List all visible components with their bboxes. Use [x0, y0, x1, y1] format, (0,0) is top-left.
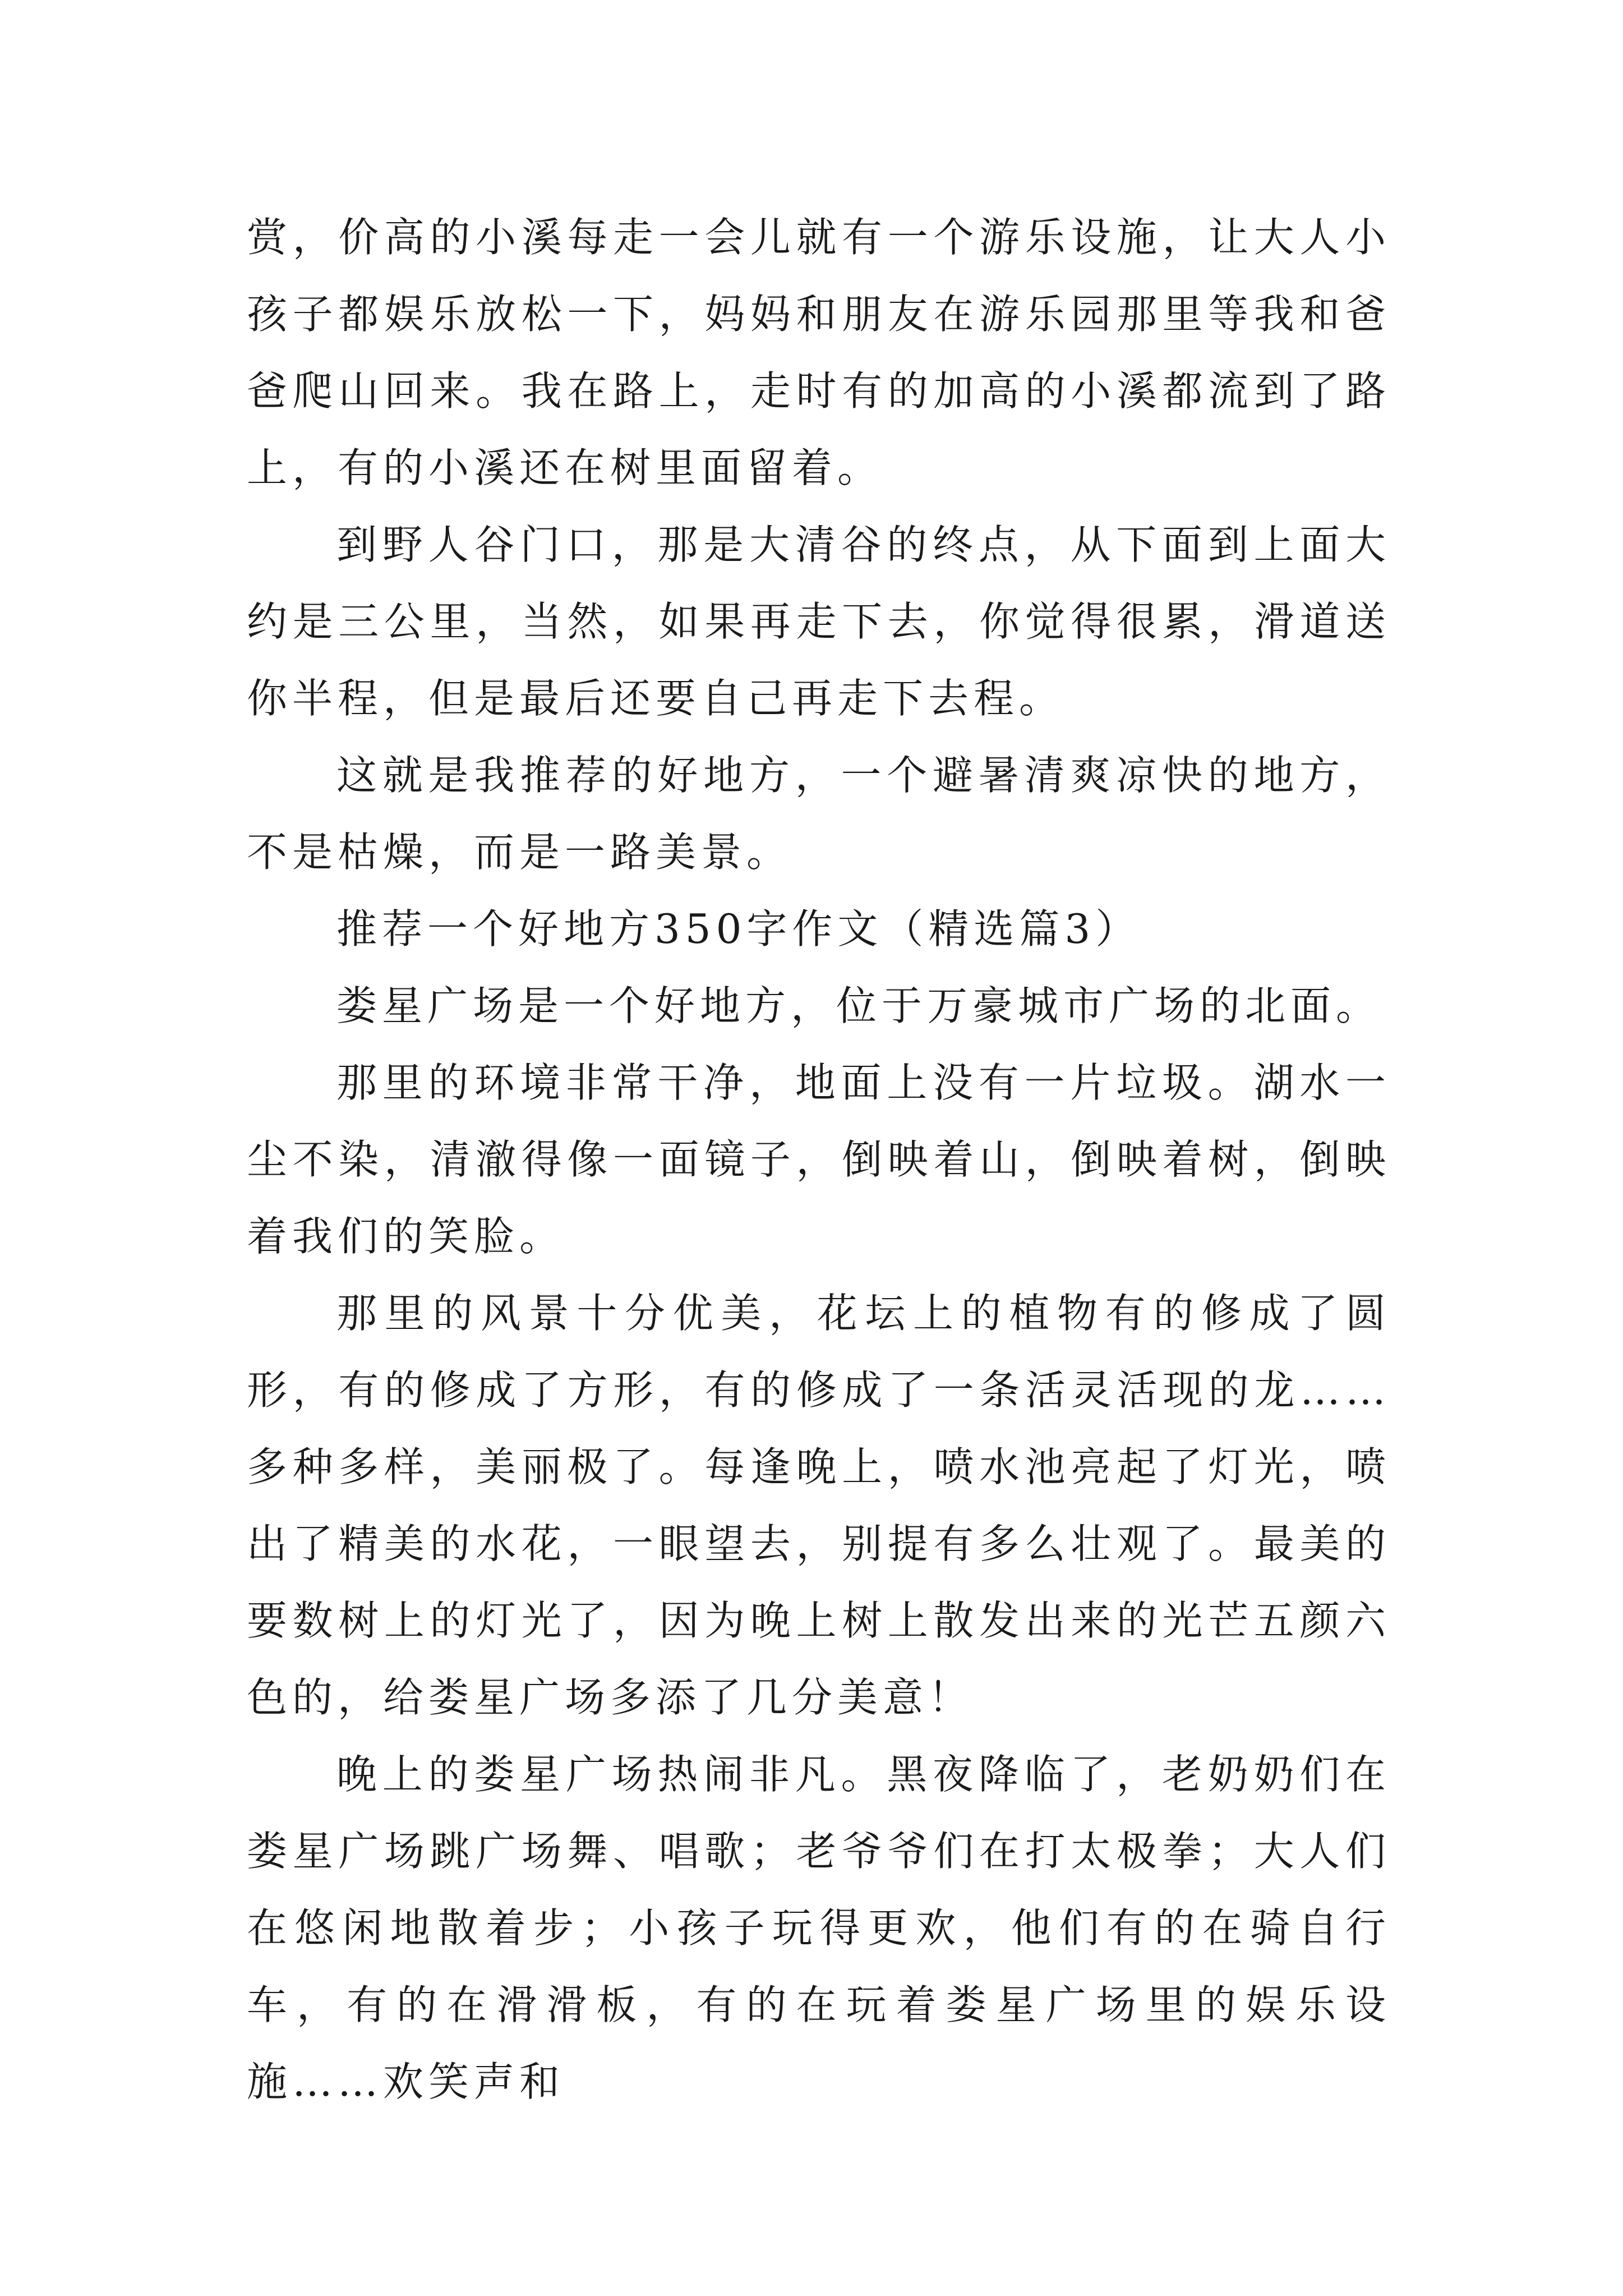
- document-body: [247, 199, 1391, 2120]
- section-heading: 推荐一个好地方350字作文（精选篇3）: [336, 905, 1141, 953]
- paragraph-continuation: 赏，价高的小溪每走一会儿就有一个游乐设施，让大人小孩子都娱乐放松一下，妈妈和朋友在游乐园那里等我和爸爸爬山回来。我在路上，走时有的加高的小溪都流到了路上，有的小溪还在树里面留着。: [247, 214, 1391, 491]
- paragraph: 那里的环境非常干净，地面上没有一片垃圾。湖水一尘不染，清澈得像一面镜子，倒映着山，倒映着树，倒映着我们的笑脸。: [247, 1059, 1391, 1260]
- paragraph: 晚上的娄星广场热闹非凡。黑夜降临了，老奶奶们在娄星广场跳广场舞、唱歌；老爷爷们在打太极拳；大人们在悠闲地散着步；小孩子玩得更欢，他们有的在骑自行车，有的在滑滑板，有的在玩着娄星广场里的娱乐设施……欢笑声和: [247, 1751, 1391, 2105]
- paragraph: 那里的风景十分优美，花坛上的植物有的修成了圆形，有的修成了方形，有的修成了一条活灵活现的龙……多种多样，美丽极了。每逢晚上，喷水池亮起了灯光，喷出了精美的水花，一眼望去，别提有多么壮观了。最美的要数树上的灯光了，因为晚上树上散发出来的光芒五颜六色的，给娄星广场多添了几分美意！: [247, 1290, 1391, 1721]
- paragraph: 这就是我推荐的好地方，一个避暑清爽凉快的地方，不是枯燥，而是一路美景。: [247, 752, 1391, 876]
- paragraph: 娄星广场是一个好地方，位于万豪城市广场的北面。: [336, 982, 1382, 1029]
- paragraph: 到野人谷门口，那是大清谷的终点，从下面到上面大约是三公里，当然，如果再走下去，你觉得很累，滑道送你半程，但是最后还要自己再走下去程。: [247, 521, 1391, 722]
